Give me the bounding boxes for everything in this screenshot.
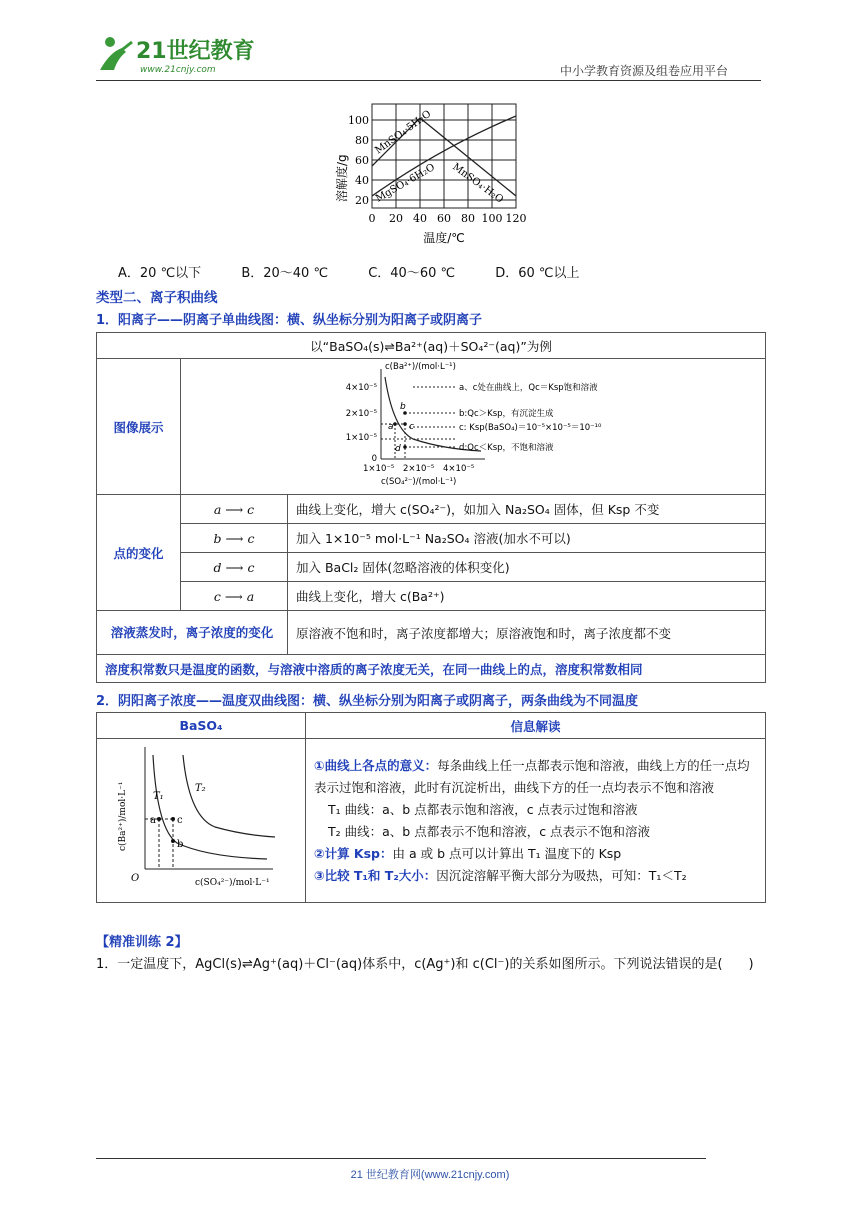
table1-footer: 溶度积常数只是温度的函数，与溶液中溶质的离子浓度无关，在同一曲线上的点，溶度积常数相同: [97, 655, 766, 683]
info-cell: [306, 739, 766, 903]
table2-col2: 信息解读: [306, 713, 766, 739]
table2-col1: BaSO₄: [97, 713, 306, 739]
point-d: d: [395, 444, 401, 454]
curve-label-mgso4: MgSO₄·6H₂O: [374, 161, 437, 205]
table-double-curve: [96, 712, 766, 903]
y-axis-label: 溶解度/g: [335, 154, 349, 202]
graph-ytick: 2×10⁻⁵: [345, 409, 377, 419]
xtick: 40: [413, 212, 427, 225]
t2-label: T₂: [195, 783, 206, 794]
info2: ②计算 Ksp：由 a 或 b 点可以计算出 T₁ 温度下的 Ksp: [314, 845, 622, 861]
logo: [96, 30, 266, 78]
xtick: 0: [368, 212, 376, 225]
point-c: c: [409, 422, 414, 432]
graph-xtick: 1×10⁻⁵: [363, 464, 395, 474]
change-desc: 加入 BaCl₂ 固体(忽略溶液的体积变化): [288, 553, 766, 582]
graph-y-label: c(Ba²⁺)/(mol·L⁻¹): [385, 362, 456, 372]
footer-divider: [96, 1158, 706, 1159]
point-b: b: [177, 839, 184, 850]
subsection-2-title: 2．阴阳离子浓度——温度双曲线图：横、纵坐标分别为阳离子或阴离子，两条曲线为不同温度: [96, 694, 639, 709]
change-desc: 加入 1×10⁻⁵ mol·L⁻¹ Na₂SO₄ 溶液(加水不可以): [288, 524, 766, 553]
graph2-x-label: c(SO₄²⁻)/mol·L⁻¹: [195, 878, 270, 888]
graph-ytick: 1×10⁻⁵: [345, 433, 377, 443]
note-c: c: Ksp(BaSO₄)＝10⁻⁵×10⁻⁵＝10⁻¹⁰: [459, 423, 602, 433]
graph-xtick: 2×10⁻⁵: [403, 464, 435, 474]
origin-label: O: [131, 873, 140, 884]
evap-label: 溶液蒸发时，离子浓度的变化: [97, 611, 288, 655]
image-row-label: 图像展示: [97, 359, 181, 495]
point-a: a: [388, 422, 394, 432]
logo-text: 21世纪教育: [136, 39, 255, 64]
section-title: 类型二、离子积曲线: [96, 290, 218, 306]
question-block: [96, 932, 766, 976]
change-arrow: a ⟶ c: [181, 495, 288, 524]
change-arrow: b ⟶ c: [181, 524, 288, 553]
header-divider: [96, 80, 761, 81]
xtick: 60: [437, 212, 451, 225]
ytick: 60: [355, 154, 369, 167]
baso4-graph-cell: [97, 739, 306, 903]
answer-options: [118, 262, 616, 281]
note-b: b:Qc＞Ksp，有沉淀生成: [459, 409, 554, 419]
xtick: 120: [505, 212, 527, 225]
info1: ①曲线上各点的意义：每条曲线上任一点都表示饱和溶液，曲线上方的任一点均表示过饱和溶液，此时有沉淀析出，曲线下方的任一点均表示不饱和溶液: [314, 757, 750, 795]
option-b: B．20～40 ℃: [241, 266, 329, 281]
curve-label-mnso4-5h2o: MnSO₄·5H₂O: [373, 108, 434, 157]
ksp-graph: [181, 359, 765, 491]
xtick: 100: [481, 212, 503, 225]
note-d: d:Qc＜Ksp，不饱和溶液: [459, 443, 554, 453]
graph-x-label: c(SO₄²⁻)/(mol·L⁻¹): [381, 477, 457, 487]
changes-label: 点的变化: [97, 495, 181, 611]
training-title: 【精准训练 2】: [96, 935, 188, 950]
xtick: 80: [461, 212, 475, 225]
info3: ③比较 T₁和 T₂大小：因沉淀溶解平衡大部分为吸热，可知：T₁＜T₂: [314, 867, 687, 883]
info1-t1: T₁ 曲线：a、b 点都表示饱和溶液，c 点表示过饱和溶液: [328, 801, 638, 817]
subsection-1-title: 1．阳离子——阴离子单曲线图：横、纵坐标分别为阳离子或阴离子: [96, 313, 483, 328]
table-single-curve: [96, 332, 766, 683]
logo-url: www.21cnjy.com: [140, 65, 216, 75]
footer-link[interactable]: 21 世纪教育网(www.21cnjy.com): [350, 1169, 510, 1181]
change-desc: 曲线上变化，增大 c(SO₄²⁻)，如加入 Na₂SO₄ 固体，但 Ksp 不变: [288, 495, 766, 524]
baso4-graph: [97, 739, 303, 899]
point-c: c: [177, 815, 183, 826]
curve-label-mnso4-h2o: MnSO₄·H₂O: [450, 161, 506, 206]
info1-t2: T₂ 曲线：a、b 点都表示不饱和溶液，c 点表示不饱和溶液: [328, 823, 651, 839]
change-arrow: d ⟶ c: [181, 553, 288, 582]
x-axis-label: 温度/℃: [423, 231, 465, 245]
ksp-graph-cell: [181, 359, 766, 495]
point-b: b: [400, 402, 406, 412]
solubility-figure: [330, 98, 530, 260]
option-d: D．60 ℃以上: [495, 266, 580, 281]
option-c: C．40～60 ℃: [368, 266, 456, 281]
t1-label: T₁: [153, 791, 164, 802]
table1-header: 以“BaSO₄(s)⇌Ba²⁺(aq)＋SO₄²⁻(aq)”为例: [97, 333, 766, 359]
ytick: 100: [348, 114, 369, 127]
ytick: 80: [355, 134, 369, 147]
platform-name: 中小学教育资源及组卷应用平台: [560, 64, 729, 78]
graph-ytick: 0: [371, 454, 377, 464]
evap-desc: 原溶液不饱和时，离子浓度都增大；原溶液饱和时，离子浓度都不变: [288, 611, 766, 655]
xtick: 20: [389, 212, 403, 225]
graph2-y-label: c(Ba²⁺)/mol·L⁻¹: [118, 781, 128, 851]
note-a: a、c处在曲线上，Qc＝Ksp饱和溶液: [459, 383, 598, 393]
ytick: 40: [355, 174, 369, 187]
change-arrow: c ⟶ a: [181, 582, 288, 611]
option-a: A．20 ℃以下: [118, 266, 202, 281]
ytick: 20: [355, 194, 369, 207]
change-desc: 曲线上变化，增大 c(Ba²⁺): [288, 582, 766, 611]
graph-ytick: 4×10⁻⁵: [345, 383, 377, 393]
question-text: 1．一定温度下，AgCl(s)⇌Ag⁺(aq)＋Cl⁻(aq)体系中，c(Ag⁺)和 c(Cl⁻)的关系如图所示。下列说法错误的是( ): [96, 957, 754, 972]
point-a: a: [150, 815, 156, 826]
graph-xtick: 4×10⁻⁵: [443, 464, 475, 474]
